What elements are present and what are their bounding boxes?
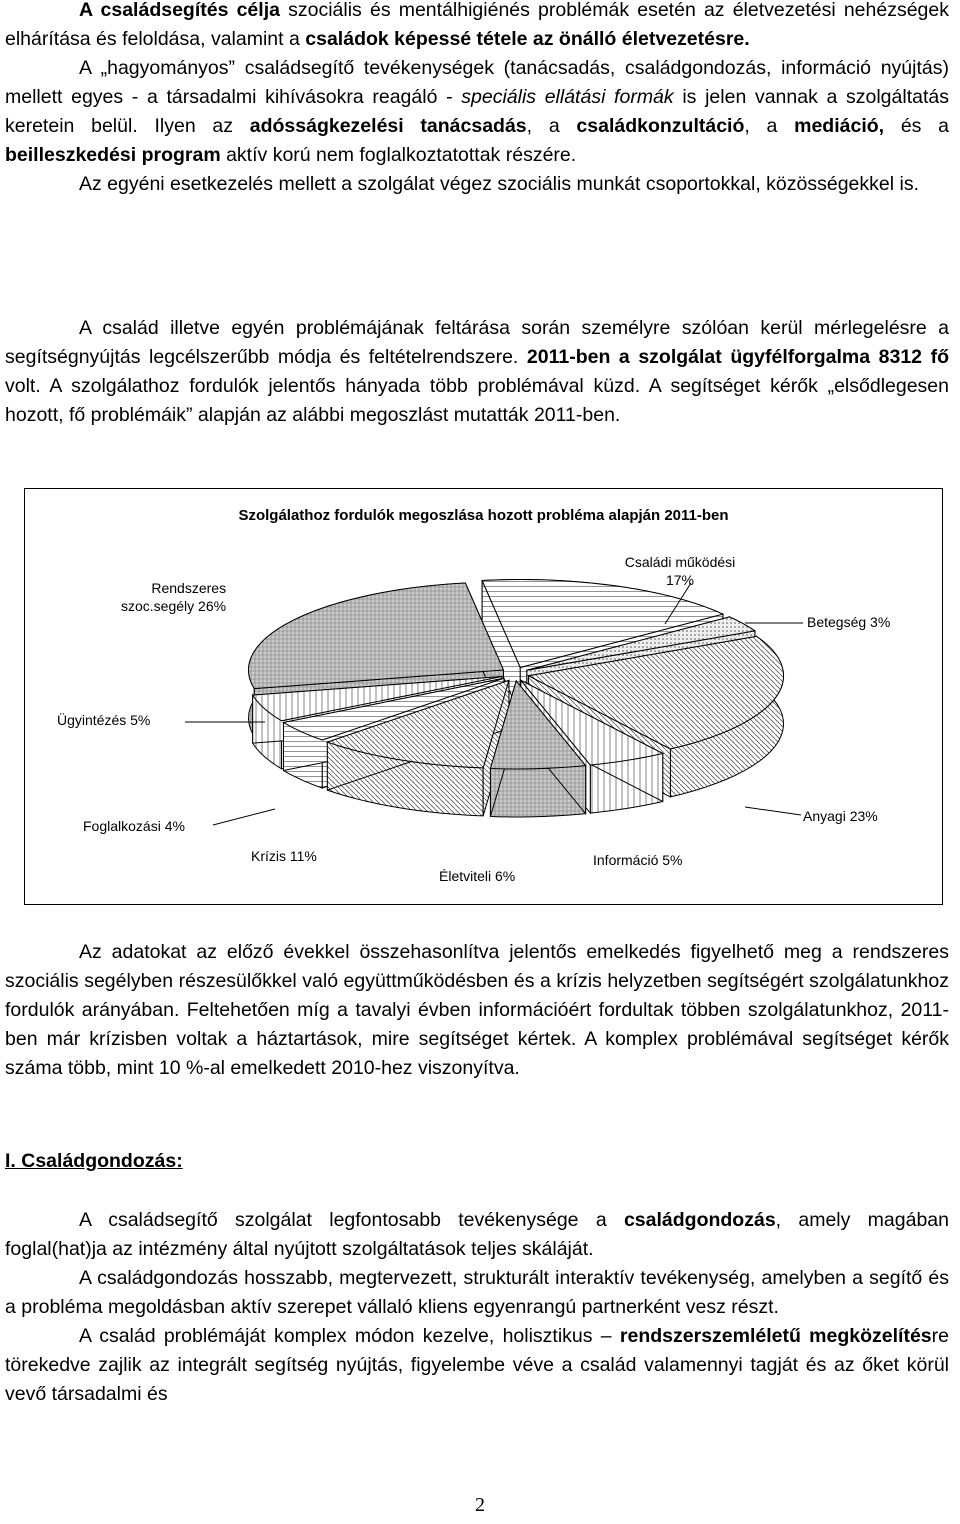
pie-slice-8 <box>248 583 503 689</box>
problem-text <box>5 314 949 430</box>
section-title: I. Családgondozás: <box>5 1150 183 1172</box>
familycare-text <box>5 1206 949 1409</box>
leader-line <box>745 807 801 815</box>
page-number: 2 <box>475 1494 485 1516</box>
analysis-text <box>5 938 949 1083</box>
paragraph-familycare: A családsegítő szolgálat legfontosabb tevékenysége a családgondozás, amely magában foglal(hat)ja az intézmény által nyújtott szolgáltatások teljes skáláját. <box>5 1209 949 1260</box>
paragraph-goal: A családsegítés célja szociális és mentálhigiénés problémák esetén az életvezetési nehézségek elhárítása és feloldása, valamint a családok képessé tétele az önálló életvezetésre. <box>5 0 949 50</box>
pie-chart <box>24 488 943 905</box>
label-csaladi: Családi működési 17% <box>624 554 736 588</box>
label-ugyintezes: Ügyintézés 5% <box>57 712 151 728</box>
paragraph-group-work: Az egyéni esetkezelés mellett a szolgálat végez szociális munkát csoportokkal, közösségekkel is. <box>79 173 919 195</box>
intro-text <box>5 0 949 199</box>
pie-chart-svg <box>25 489 942 904</box>
chart-title: Szolgálathoz fordulók megoszlása hozott probléma alapján 2011-ben <box>238 507 729 524</box>
label-rendszeres: Rendszeres szoc.segély 26% <box>121 580 227 614</box>
paragraph-problems: A család illetve egyén problémájának feltárása során személyre szólóan kerül mérlegelésre a segítségnyújtás legcélszerűbb módja és feltételrendszere. 2011-ben a szolgálat ügyfélforgalma 8312 fő volt. A szolgálathoz fordulók jelentős hányada több problémával küzd. A segítséget kérők „elsődlegesen hozott, fő problémáik” alapján az alábbi megoszlást mutatták 2011-ben. <box>5 317 949 426</box>
paragraph-interactive: A családgondozás hosszabb, megtervezett, strukturált interaktív tevékenység, amelyben a segítő és a probléma megoldásban aktív szerepet vállaló kliens egyenrangú partnerként vesz részt. <box>5 1267 949 1318</box>
paragraph-analysis: Az adatokat az előző évekkel összehasonlítva jelentős emelkedés figyelhető meg a rendszeres szociális segélyben részesülőkkel való együttműködésben és a krízis helyzetben segítségért szolgálatunkhoz fordulók arányában. Feltehetően míg a tavalyi évben információért fordultak többen szolgálatunkhoz, 2011-ben már krízisben voltak a háztartások, mire segítséget kértek. A komplex problémával segítséget kérők száma több, mint 10 %-al emelkedett 2010-hez viszonyítva. <box>5 941 949 1079</box>
label-foglalkozasi: Foglalkozási 4% <box>83 818 185 834</box>
label-anyagi: Anyagi 23% <box>803 808 878 824</box>
label-krizis: Krízis 11% <box>251 848 317 864</box>
label-eletviteli: Életviteli 6% <box>439 868 516 884</box>
label-betegseg: Betegség 3% <box>807 614 891 630</box>
leader-line <box>213 809 275 825</box>
paragraph-holistic: A család problémáját komplex módon kezelve, holisztikus – rendszerszemléletű megközelítésre törekedve zajlik az integrált segítség nyújtás, figyelembe véve a család valamennyi tagját és az őket körül vevő társadalmi és <box>5 1325 949 1405</box>
label-informacio: Információ 5% <box>593 852 683 868</box>
paragraph-services: A „hagyományos” családsegítő tevékenységek (tanácsadás, családgondozás, információ nyújtás) mellett egyes - a társadalmi kihívásokra reagáló - speciális ellátási formák is jelen vannak a szolgáltatás keretein belül. Ilyen az adósságkezelési tanácsadás, a családkonzultáció, a mediáció, és a beilleszkedési program aktív korú nem foglalkoztatottak részére. <box>5 57 949 166</box>
